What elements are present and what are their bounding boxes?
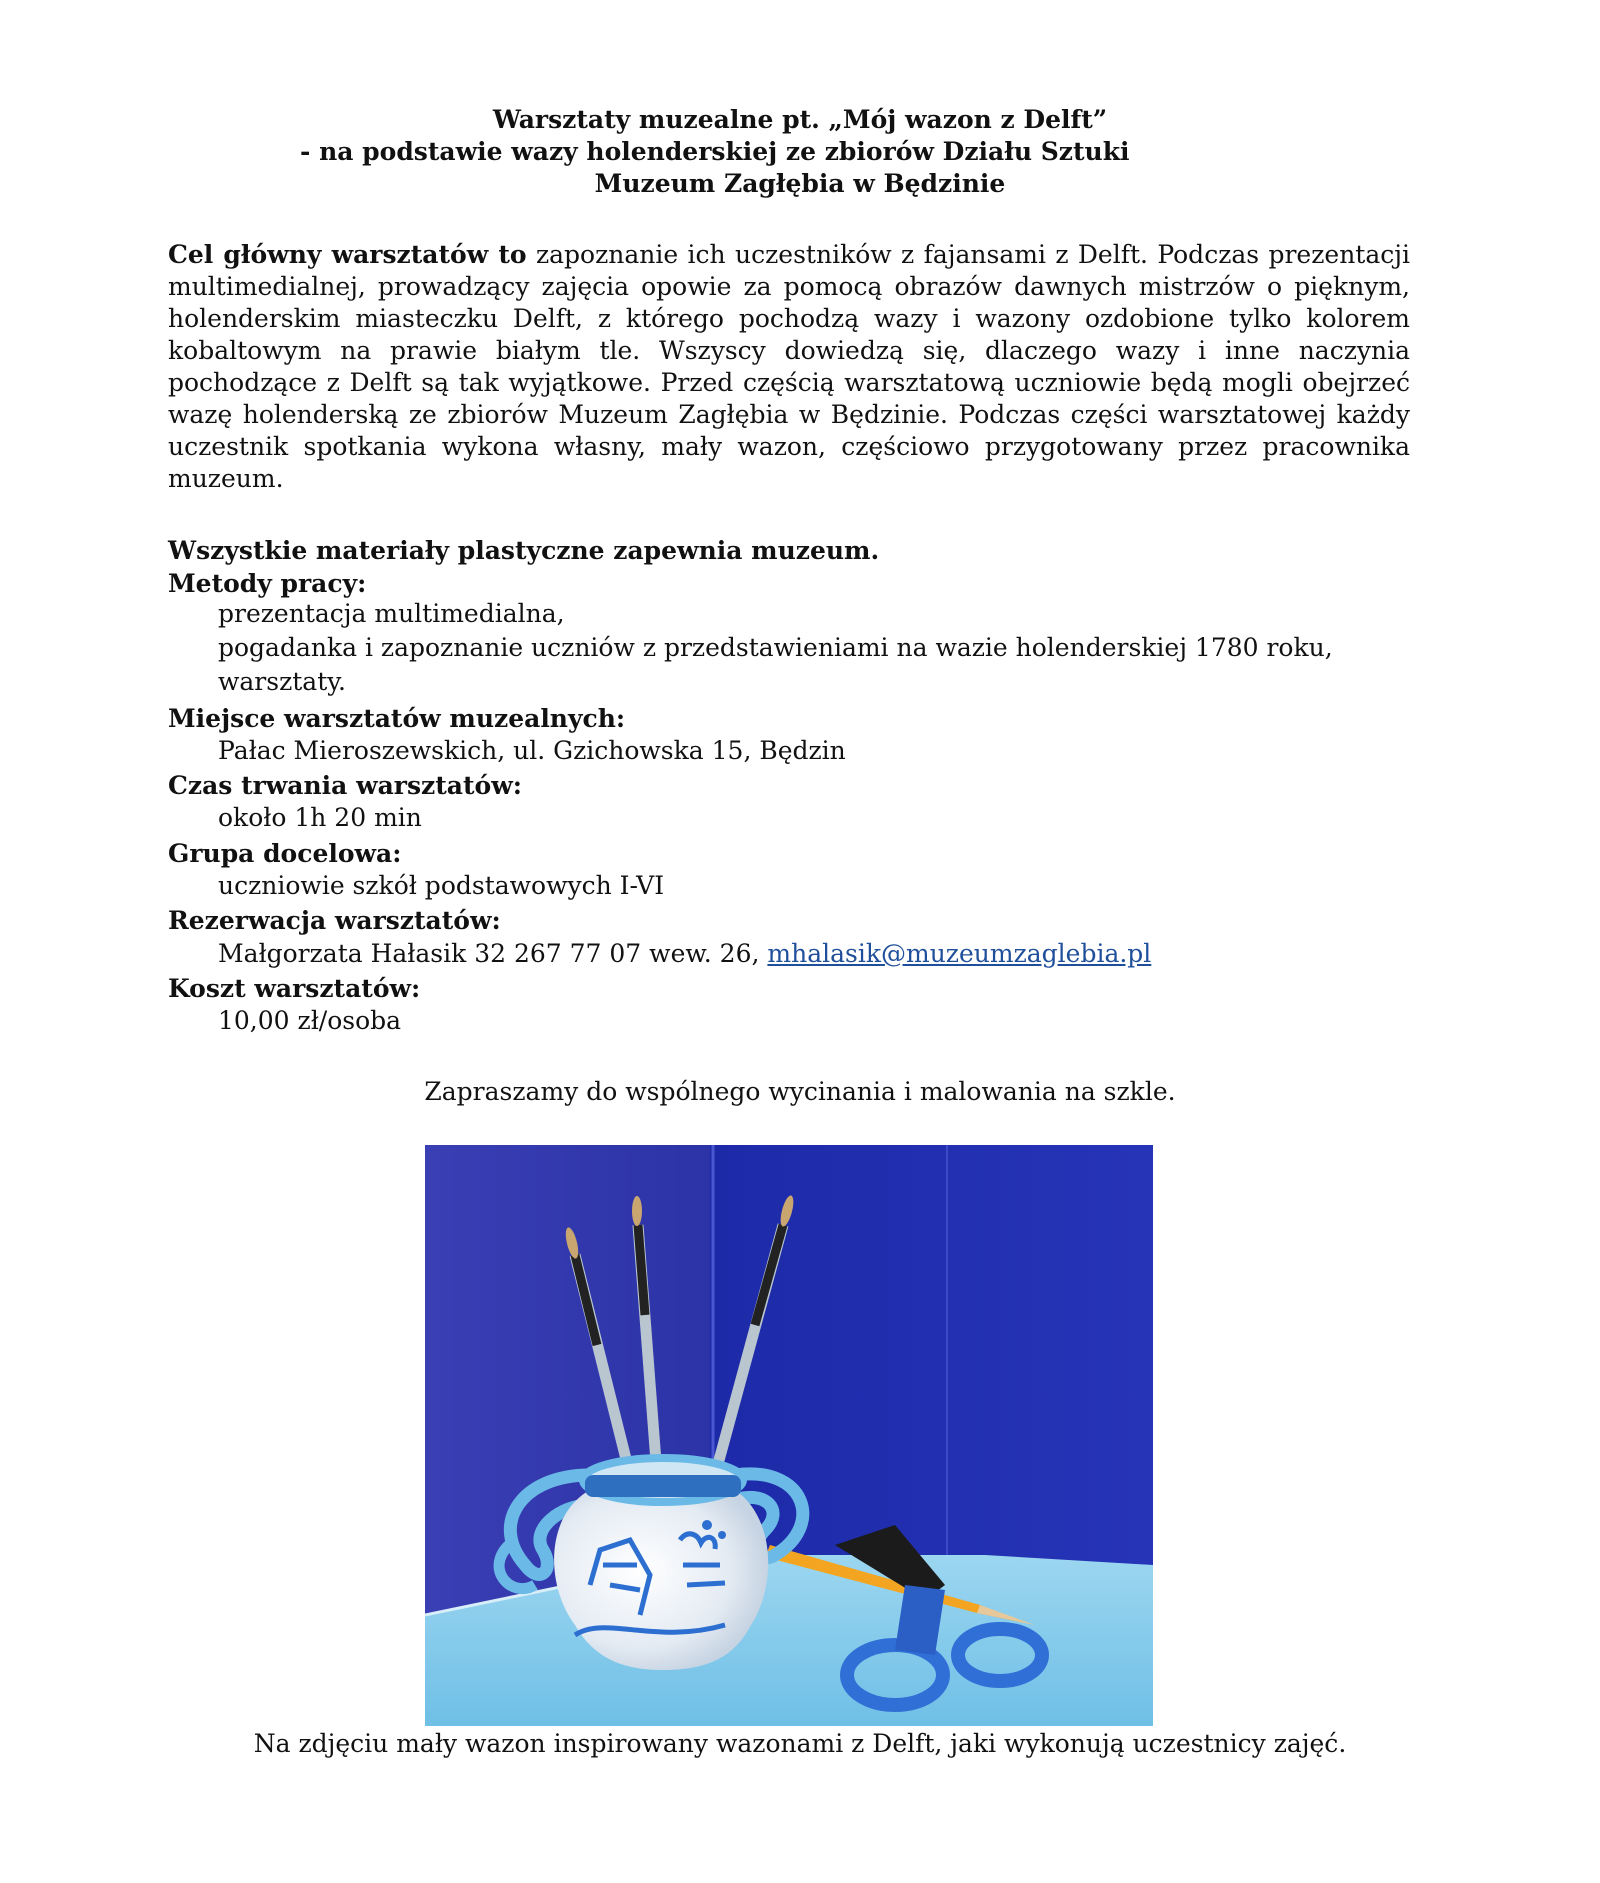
photo-caption: Na zdjęciu mały wazon inspirowany wazonami z Delft, jaki wykonują uczestnicy zajęć.	[253, 1729, 1347, 1758]
vase-dot	[718, 1531, 726, 1539]
title-line-1: Warsztaty muzealne pt. „Mój wazon z Delft”	[492, 105, 1108, 134]
method-item: prezentacja multimedialna,	[218, 599, 565, 628]
right-wall	[710, 1145, 1153, 1615]
duration-heading: Czas trwania warsztatów:	[168, 771, 522, 800]
vase-photo-illustration	[425, 1145, 1153, 1726]
cost-value: 10,00 zł/osoba	[218, 1006, 402, 1035]
vase-band	[585, 1475, 741, 1497]
method-item: pogadanka i zapoznanie uczniów z przedstawieniami na wazie holenderskiej 1780 roku,	[218, 633, 1333, 662]
invitation-text: Zapraszamy do wspólnego wycinania i malowania na szkle.	[424, 1077, 1176, 1106]
materials-note: Wszystkie materiały plastyczne zapewnia muzeum.	[168, 536, 880, 565]
place-value: Pałac Mieroszewskich, ul. Gzichowska 15, Będzin	[218, 736, 846, 765]
title-line-2: - na podstawie wazy holenderskiej ze zbiorów Działu Sztuki	[300, 137, 1130, 166]
reservation-contact: Małgorzata Hałasik 32 267 77 07 wew. 26,	[218, 939, 760, 968]
reservation-heading: Rezerwacja warsztatów:	[168, 906, 501, 935]
audience-heading: Grupa docelowa:	[168, 839, 402, 868]
reservation-line	[218, 938, 1151, 970]
place-heading: Miejsce warsztatów muzealnych:	[168, 704, 626, 733]
duration-value: około 1h 20 min	[218, 803, 422, 832]
reservation-email-link[interactable]: mhalasik@muzeumzaglebia.pl	[767, 939, 1152, 968]
intro-text: zapoznanie ich uczestników z fajansami z Delft. Podczas prezentacji multimedialnej, prowadzący zajęcia opowie za pomocą obrazów dawnych mistrzów o pięknym, holenderskim miasteczku Delft, z którego pochodzą wazy i wazony ozdobione tylko kolorem kobaltowym na prawie białym tle. Wszyscy dowiedzą się, dlaczego wazy i inne naczynia pochodzące z Delft są tak wyjątkowe. Przed częścią warsztatową uczniowie będą mogli obejrzeć wazę holenderską ze zbiorów Muzeum Zagłębia w Będzinie. Podczas części warsztatowej każdy uczestnik spotkania wykona własny, mały wazon, częściowo przygotowany przez pracownika muzeum.	[168, 240, 1410, 493]
cost-heading: Koszt warsztatów:	[168, 974, 421, 1003]
intro-paragraph	[168, 239, 1410, 495]
methods-heading: Metody pracy:	[168, 569, 367, 598]
title-line-3: Muzeum Zagłębia w Będzinie	[594, 169, 1006, 198]
intro-lead: Cel główny warsztatów to	[168, 240, 527, 269]
method-item: warsztaty.	[218, 667, 347, 696]
audience-value: uczniowie szkół podstawowych I-VI	[218, 871, 665, 900]
vase-photo	[425, 1145, 1153, 1726]
vase-dot	[702, 1520, 712, 1530]
